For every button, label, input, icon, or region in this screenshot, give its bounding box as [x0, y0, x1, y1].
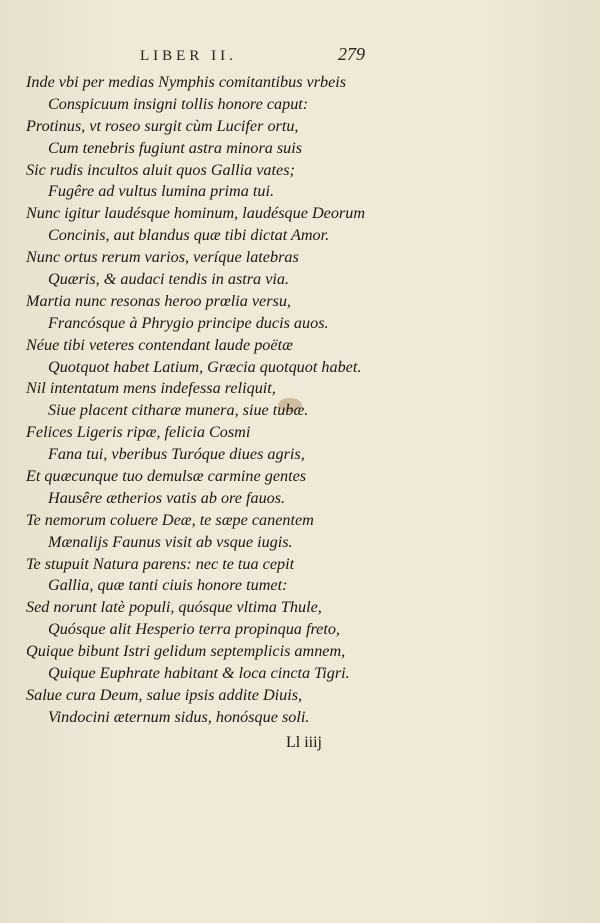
- page-header: [0, 44, 600, 72]
- poem-line: Et quæcunque tuo demulsæ carmine gentes: [26, 467, 307, 486]
- poem-text: [26, 72, 406, 729]
- poem-line: Quique Euphrate habitant & loca cincta Tigri.: [48, 664, 350, 683]
- signature-mark: Ll iiij: [286, 734, 322, 751]
- poem-line: Felices Ligeris ripæ, felicia Cosmi: [26, 423, 251, 442]
- poem-line: Quæris, & audaci tendis in astra via.: [48, 270, 290, 289]
- poem-line: Fana tui, vberibus Turóque diues agris,: [48, 445, 305, 464]
- page-number: 279: [338, 44, 365, 64]
- poem-line: Protinus, vt roseo surgit cùm Lucifer ortu,: [26, 116, 299, 135]
- poem-line: Te nemorum coluere Deæ, te sæpe canentem: [26, 510, 314, 529]
- poem-line: Quotquot habet Latium, Græcia quotquot habet.: [48, 357, 362, 376]
- poem-line: Nunc ortus rerum varios, veríque latebras: [26, 248, 299, 267]
- poem-line: Salue cura Deum, salue ipsis addite Diuis,: [26, 685, 303, 704]
- poem-line: Quique bibunt Istri gelidum septemplicis amnem,: [26, 642, 346, 661]
- poem-line: Sic rudis incultos aluit quos Gallia vates;: [26, 160, 295, 179]
- poem-line: Nunc igitur laudésque hominum, laudésque Deorum: [26, 204, 366, 223]
- running-head: LIBER II.: [140, 48, 237, 64]
- poem-line: Hausêre ætherios vatis ab ore fauos.: [48, 488, 286, 507]
- poem-line: Te stupuit Natura parens: nec te tua cepit: [26, 554, 295, 573]
- poem-line: Siue placent citharæ munera, siue tubæ.: [48, 401, 309, 420]
- poem-line: Francósque à Phrygio principe ducis auos.: [48, 313, 329, 332]
- poem-line: Sed norunt latè populi, quósque vltima Thule,: [26, 598, 322, 617]
- poem-line: Martia nunc resonas heroo prœlia versu,: [26, 291, 291, 310]
- poem-line: Inde vbi per medias Nymphis comitantibus vrbeis: [26, 73, 347, 91]
- poem-line: Cum tenebris fugiunt astra minora suis: [48, 138, 303, 157]
- poem-line: Concinis, aut blandus quæ tibi dictat Amor.: [48, 226, 330, 245]
- poem-line: Nil intentatum mens indefessa reliquit,: [26, 379, 276, 398]
- poem-line: Gallia, quæ tanti ciuis honore tumet:: [48, 576, 288, 595]
- poem-line: Fugêre ad vultus lumina prima tui.: [48, 182, 275, 201]
- poem-line: Conspicuum insigni tollis honore caput:: [48, 94, 309, 113]
- poem-line: Néue tibi veteres contendant laude poëtæ: [26, 335, 293, 354]
- poem-line: Quósque alit Hesperio terra propinqua freto,: [48, 620, 340, 639]
- poem-line: Mænalijs Faunus visit ab vsque iugis.: [48, 532, 293, 551]
- poem-line: Vindocini æternum sidus, honósque soli.: [48, 707, 310, 726]
